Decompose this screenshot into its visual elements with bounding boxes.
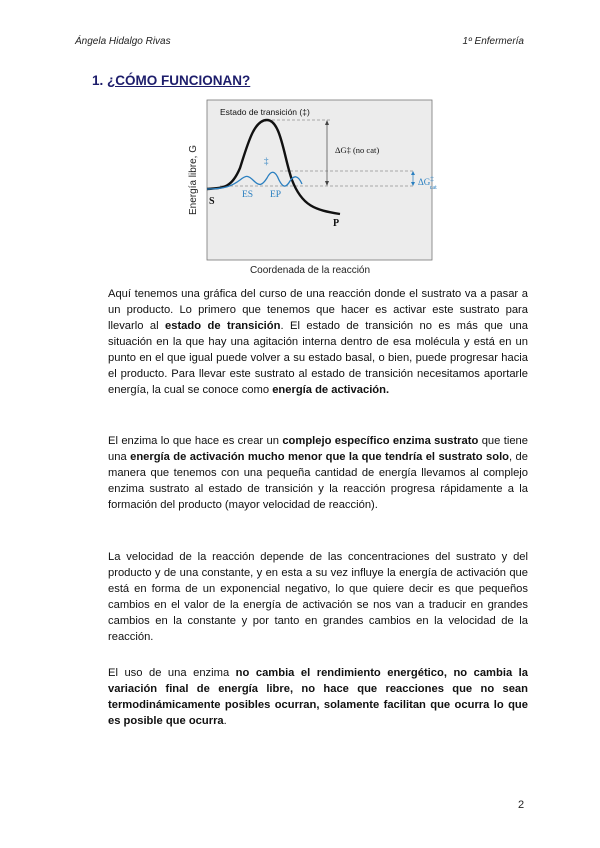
ep-label: EP — [270, 190, 282, 200]
section-heading — [92, 73, 250, 88]
paragraph-1: Aquí tenemos una gráfica del curso de una reacción donde el sustrato va a pasar a un producto. Lo primero que tenemos que hacer es activar este sustrato para llevarlo al estado de transición. El estado de transición no es más que una situación en la que hay una agitación interna dentro de esa molécula y está en un punto en el que igual puede volver a su estado basal, o bien, puede progresar hacia el producto. Para llevar este sustrato al estado de transición necesitamos aportarle energía, la cual se conoce como energía de activación. — [108, 288, 529, 396]
page-number: 2 — [518, 799, 525, 811]
dg-cat-label: ΔG‡ cat — [418, 175, 437, 191]
energy-diagram — [180, 98, 435, 278]
section-number: 1. — [92, 73, 104, 88]
paragraph-2: El enzima lo que hace es crear un complejo específico enzima sustrato que tiene una energía de activación mucho menor que la que tendría el sustrato solo, de manera que tenemos con una pequeña cantidad de energía llevamos al complejo enzima sustrato al estado de transición y la reacción progresa rápidamente a la formación del producto (mayor velocidad de reacción). — [108, 435, 528, 511]
cat-dagger-label: ‡ — [264, 156, 269, 166]
transition-state-label: Estado de transición (‡) — [220, 107, 310, 117]
es-label: ES — [242, 190, 254, 200]
section-title: ¿CÓMO FUNCIONAN? — [107, 73, 251, 88]
paragraph-3: La velocidad de la reacción depende de las concentraciones del sustrato y del producto y de una constante, y en esta a su vez influye la energía de activación que está en forma de un exponencial negativo, lo que quiere decir es que pequeños cambios en el valor de la energía de activación se nos van a traducir en grandes cambios en la constante y por tanto en grandes cambios en la velocidad de la reacción. — [108, 551, 528, 643]
substrate-label: S — [209, 196, 215, 207]
product-label: P — [333, 218, 340, 229]
figure-caption: Coordenada de la reacción — [249, 265, 371, 276]
header-course: 1º Enfermería — [462, 36, 524, 47]
y-axis-label: Energía libre, G — [188, 144, 199, 216]
dg-nocat-label: ΔG‡ (no cat) — [335, 145, 380, 155]
header-author: Ángela Hidalgo Rivas — [75, 36, 171, 47]
paragraph-4: El uso de una enzima no cambia el rendimiento energético, no cambia la variación final de energía libre, no hace que reacciones que no sean termodinámicamente posibles ocurran, solamente facilitan que ocurra lo que es posible que ocurra. — [108, 667, 528, 727]
